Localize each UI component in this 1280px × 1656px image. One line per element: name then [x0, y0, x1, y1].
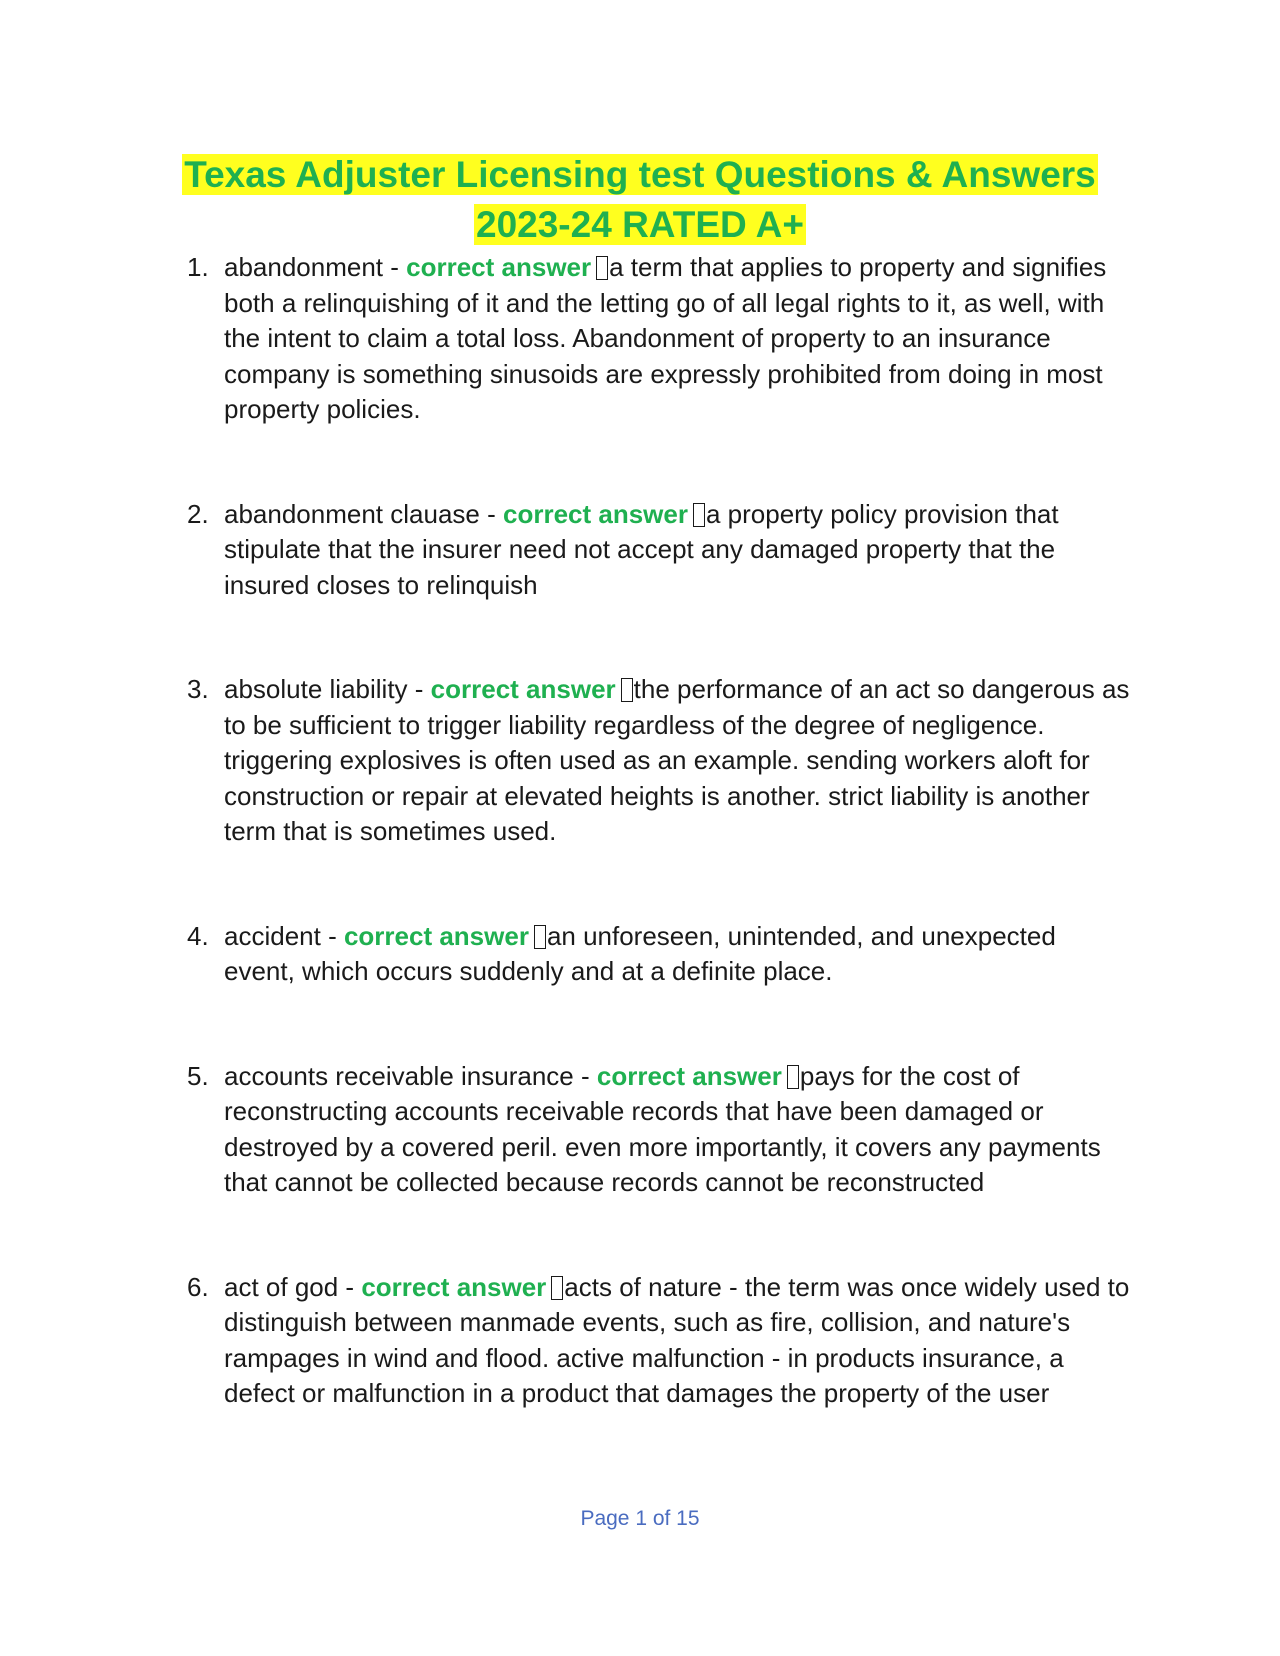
correct-answer-label: correct answer: [343, 920, 529, 951]
missing-glyph-icon: [534, 925, 546, 949]
term: accounts receivable insurance: [224, 1060, 574, 1091]
definition: pays for the cost of reconstructing accounts receivable records that have been damaged or destroyed by a covered peril. even more importantly, it covers any payments that cannot be collected because records cannot be reconstructed: [224, 1060, 1101, 1197]
qa-item: [180, 250, 1130, 428]
qa-list: [180, 250, 1130, 1481]
title-line-1: Texas Adjuster Licensing test Questions & Answers: [184, 154, 1096, 195]
qa-item: [180, 919, 1130, 990]
page-footer: Page 1 of 15: [580, 1507, 700, 1530]
item-number: 1.: [187, 252, 209, 282]
definition: an unforeseen, unintended, and unexpected event, which occurs suddenly and at a definite place.: [224, 920, 1056, 986]
title-line-2: 2023-24 RATED A+: [476, 204, 804, 245]
qa-item: [180, 497, 1130, 604]
separator: -: [407, 674, 431, 704]
document-title: [140, 150, 1140, 250]
separator: -: [573, 1060, 597, 1091]
correct-answer-label: correct answer: [361, 1271, 547, 1302]
term: accident: [224, 920, 321, 951]
definition: a term that applies to property and signifies both a relinquishing of it and the letting go of all legal rights to it, as well, with the intent to claim a total loss. Abandonment of property to an insurance company is something sinusoids are expressly prohibited from doing in most property policies.: [224, 252, 1107, 424]
qa-item: [180, 1059, 1130, 1201]
missing-glyph-icon: [596, 256, 608, 280]
term: abandonment clauase: [224, 498, 480, 529]
correct-answer-label: correct answer: [430, 674, 616, 704]
term: absolute liability: [224, 674, 408, 704]
separator: -: [338, 1271, 362, 1302]
missing-glyph-icon: [551, 1276, 563, 1300]
definition: a property policy provision that stipulate that the insurer need not accept any damaged property that the insured closes to relinquish: [224, 498, 1059, 600]
missing-glyph-icon: [621, 678, 633, 702]
definition: acts of nature - the term was once widely used to distinguish between manmade events, such as fire, collision, and nature's rampages in wind and flood. active malfunction - in products insurance, a defect or malfunction in a product that damages the property of the user: [224, 1271, 1130, 1408]
missing-glyph-icon: [787, 1065, 799, 1089]
separator: -: [320, 920, 344, 951]
item-number: 4.: [187, 920, 209, 951]
separator: -: [383, 252, 407, 282]
item-number: 5.: [187, 1060, 209, 1091]
term: abandonment: [224, 252, 384, 282]
definition: the performance of an act so dangerous as to be sufficient to trigger liability regardless of the degree of negligence. triggering explosives is often used as an example. sending workers aloft for construction or repair at elevated heights is another. strict liability is another term that is sometimes used.: [224, 674, 1130, 846]
item-number: 3.: [187, 674, 209, 704]
qa-item: [180, 1270, 1130, 1412]
correct-answer-label: correct answer: [596, 1060, 782, 1091]
item-number: 6.: [187, 1271, 209, 1302]
missing-glyph-icon: [693, 503, 705, 527]
correct-answer-label: correct answer: [502, 498, 688, 529]
term: act of god: [224, 1271, 339, 1302]
separator: -: [479, 498, 503, 529]
item-number: 2.: [187, 498, 209, 529]
correct-answer-label: correct answer: [406, 252, 592, 282]
qa-item: [180, 672, 1130, 850]
